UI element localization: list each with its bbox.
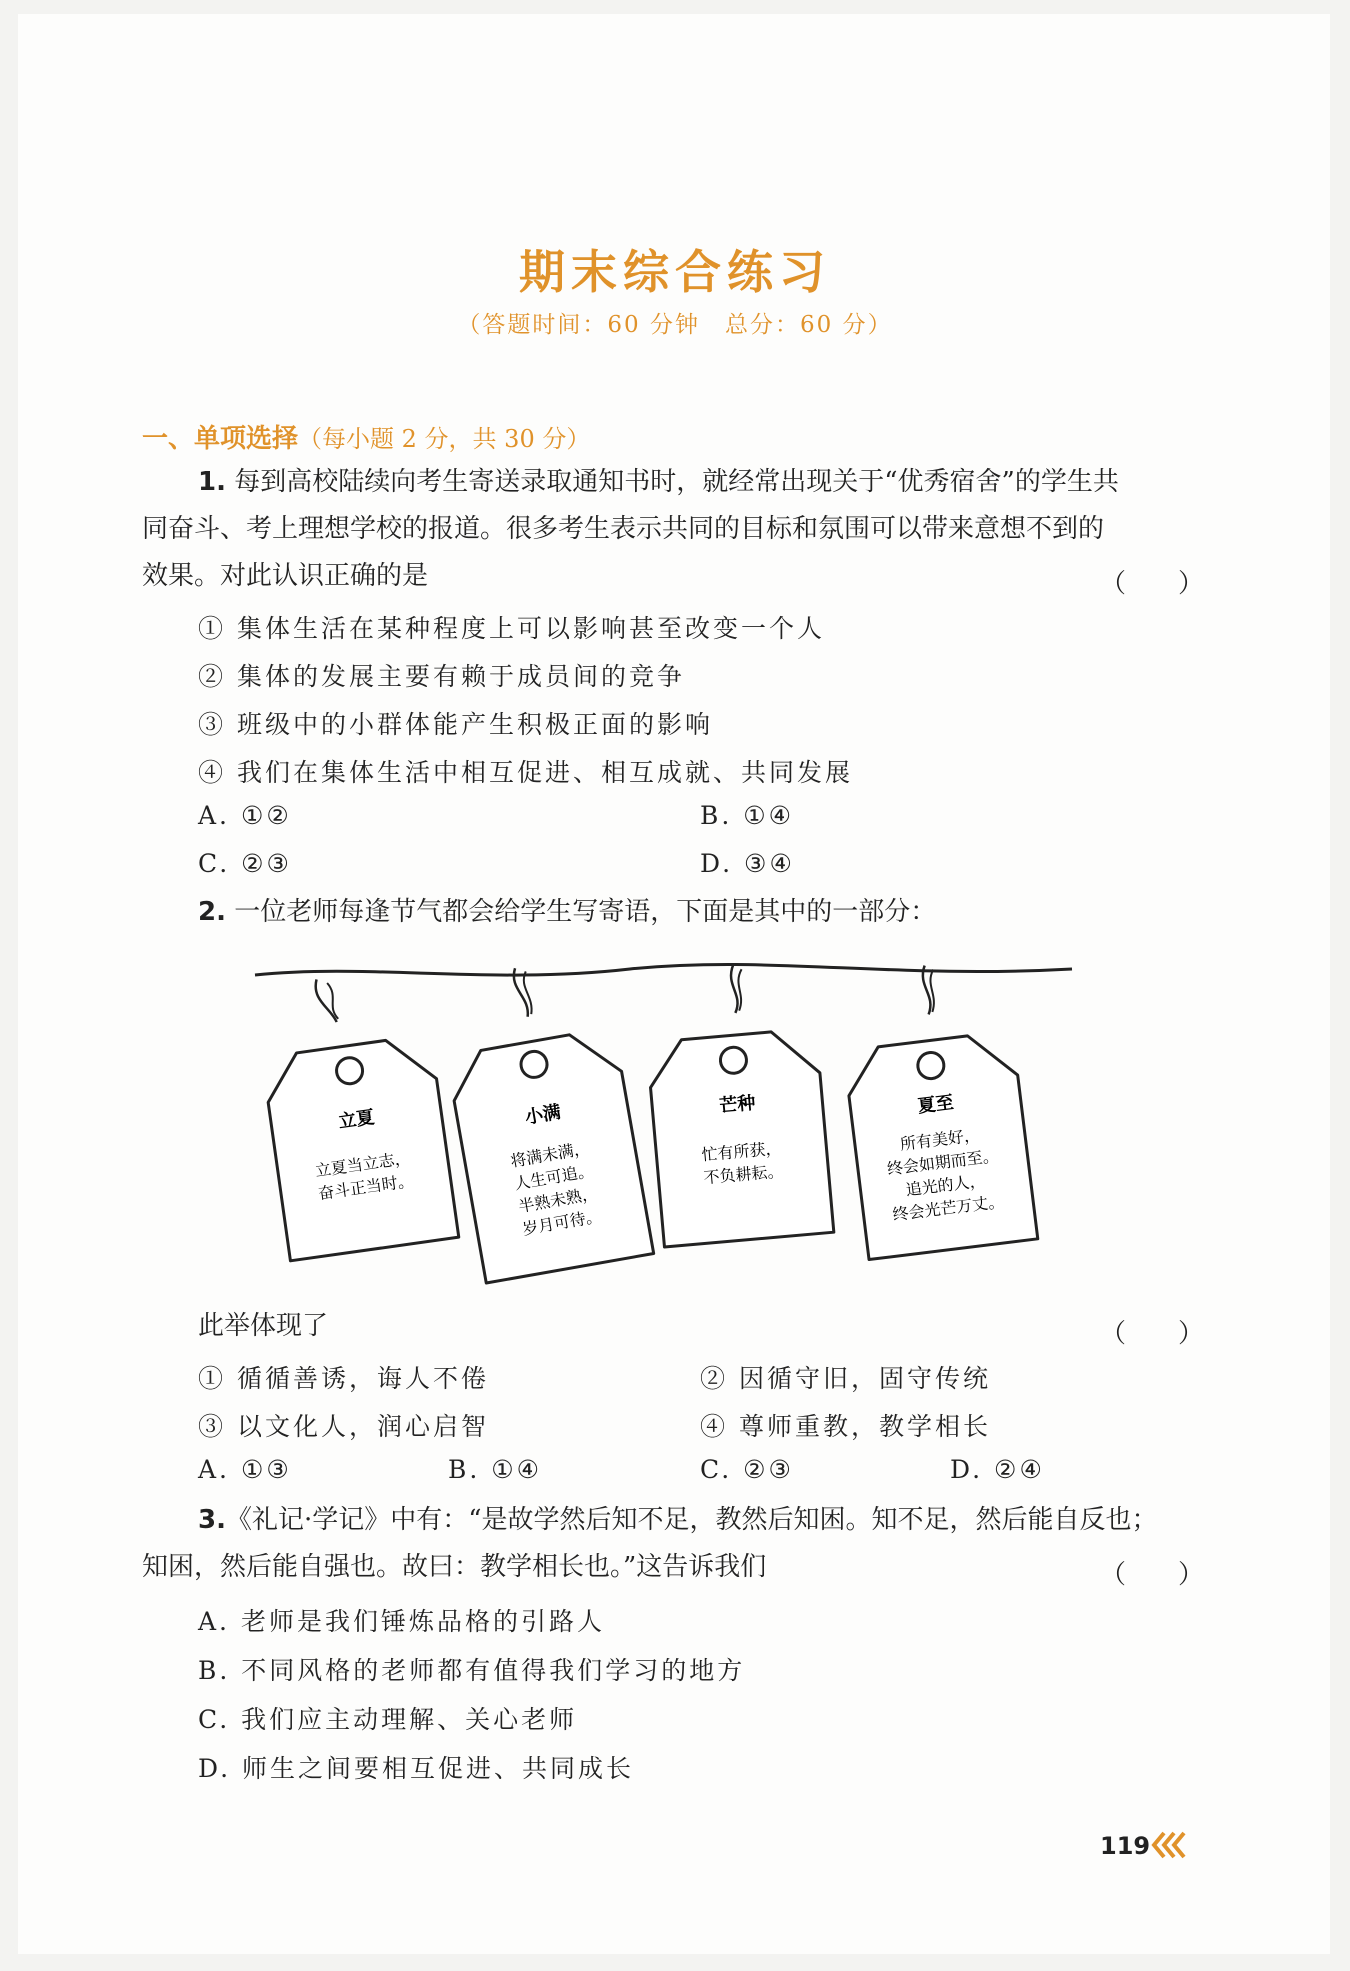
q2-choice-a: A. ①③ <box>198 1455 292 1484</box>
tag-xiazhi <box>834 956 1037 1260</box>
section-heading <box>142 418 590 455</box>
tag-line: 奋斗正当时。 <box>317 1170 415 1204</box>
hanging-string <box>255 964 1072 975</box>
tag-line: 人生可追。 <box>512 1160 595 1194</box>
q2-number: 2. <box>198 897 226 927</box>
q2-answer-paren: （ ） <box>1100 1319 1205 1349</box>
q1-item-4: ④ 我们在集体生活中相互促进、相互成就、共同发展 <box>198 758 853 787</box>
tag-line: 忙有所获， <box>700 1138 783 1165</box>
q1-choice-c: C. ②③ <box>198 849 292 878</box>
q1-choice-d: D. ③④ <box>700 849 795 878</box>
tag-title: 夏至 <box>916 1092 955 1118</box>
q1-answer-paren: （ ） <box>1100 569 1205 599</box>
q1-line1 <box>198 459 1119 506</box>
tag-line: 终会光芒万丈。 <box>891 1191 1006 1225</box>
q2-item-1: ① 循循善诱，诲人不倦 <box>198 1364 489 1393</box>
q2-stem: 此举体现了 <box>198 1311 329 1341</box>
tags-illustration <box>250 955 1080 1285</box>
chevron-left-icon <box>1150 1830 1190 1860</box>
tag-line: 将满未满， <box>508 1138 591 1171</box>
section-title: 一、单项选择 <box>142 424 299 454</box>
tag-line: 半熟未熟， <box>516 1183 599 1217</box>
q1-choice-a: A. ①② <box>198 801 292 830</box>
q1-number: 1. <box>198 467 226 497</box>
section-note: （每小题 2 分，共 30 分） <box>298 425 591 453</box>
tag-line: 终会如期而至。 <box>885 1146 1000 1179</box>
q2-text-line1: 一位老师每逢节气都会给学生写寄语，下面是其中的一部分： <box>234 897 937 927</box>
tag-line: 追光的人， <box>904 1170 987 1200</box>
page-number: 119 <box>1100 1832 1151 1860</box>
q3-choice-a: A. 老师是我们锤炼品格的引路人 <box>198 1607 605 1636</box>
q1-text-line3: 效果。对此认识正确的是 <box>142 561 429 591</box>
q3-choice-d: D. 师生之间要相互促进、共同成长 <box>198 1754 635 1783</box>
q2-line1 <box>198 889 936 936</box>
page-subtitle: （答题时间：60 分钟 总分：60 分） <box>457 312 893 338</box>
q2-choice-b: B. ①④ <box>448 1455 543 1484</box>
tag-line: 所有美好， <box>899 1125 981 1154</box>
tag-lixia <box>252 965 459 1261</box>
q2-item-2: ② 因循守旧，固守传统 <box>700 1364 991 1393</box>
tag-title: 芒种 <box>718 1092 757 1117</box>
tag-mangzhong <box>641 958 834 1247</box>
q2-item-4: ④ 尊师重教，教学相长 <box>700 1412 991 1441</box>
tag-line: 立夏当立志， <box>313 1148 412 1181</box>
q3-text-line1: 《礼记·学记》中有：“是故学然后知不足，教然后知困。知不足，然后能自反也； <box>225 1505 1158 1535</box>
q3-choice-c: C. 我们应主动理解、关心老师 <box>198 1705 578 1734</box>
q3-answer-paren: （ ） <box>1100 1560 1205 1590</box>
tag-xiaoman <box>433 955 653 1283</box>
q2-item-3: ③ 以文化人，润心启智 <box>198 1412 489 1441</box>
q1-text-line1: 每到高校陆续向考生寄送录取通知书时，就经常出现关于“优秀宿舍”的学生共 <box>234 467 1119 497</box>
q3-number: 3. <box>198 1505 226 1535</box>
q3-line1 <box>198 1497 1158 1544</box>
q1-text-line2: 同奋斗、考上理想学校的报道。很多考生表示共同的目标和氛围可以带来意想不到的 <box>142 514 1105 544</box>
q3-text-line2: 知困，然后能自强也。故曰：教学相长也。”这告诉我们 <box>142 1552 767 1582</box>
q1-choice-b: B. ①④ <box>700 801 795 830</box>
page-title: 期末综合练习 <box>519 245 831 299</box>
tag-line: 岁月可待。 <box>520 1206 603 1239</box>
q2-choice-c: C. ②③ <box>700 1455 794 1484</box>
tag-line: 不负耕耘。 <box>702 1161 785 1188</box>
q1-item-3: ③ 班级中的小群体能产生积极正面的影响 <box>198 710 713 739</box>
tag-title: 立夏 <box>337 1106 376 1133</box>
q1-item-1: ① 集体生活在某种程度上可以影响甚至改变一个人 <box>198 614 825 643</box>
q3-choice-b: B. 不同风格的老师都有值得我们学习的地方 <box>198 1656 746 1685</box>
tag-title: 小满 <box>523 1101 563 1129</box>
q2-choice-d: D. ②④ <box>950 1455 1045 1484</box>
q1-item-2: ② 集体的发展主要有赖于成员间的竞争 <box>198 662 685 691</box>
